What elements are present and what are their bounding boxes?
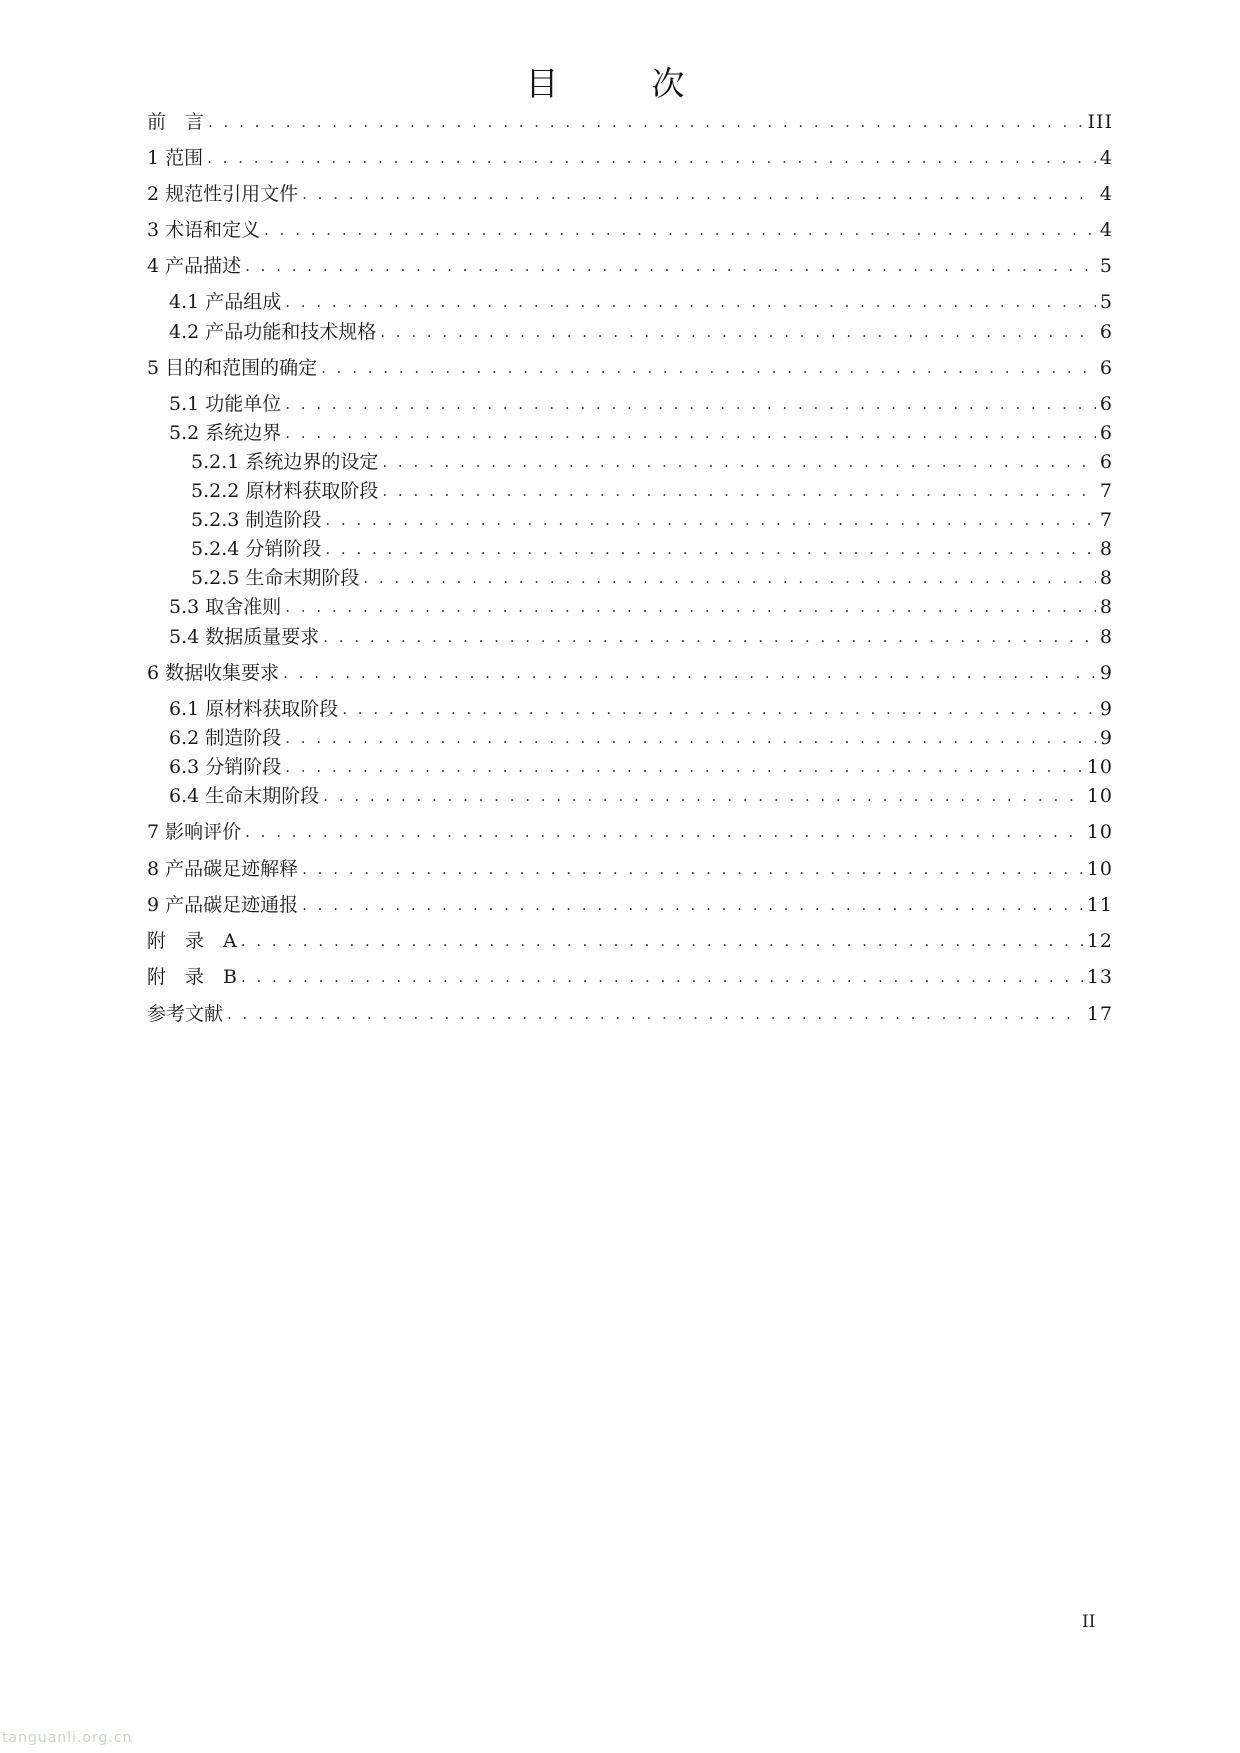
toc-entry[interactable] (147, 1001, 1113, 1027)
toc-entry[interactable] (191, 478, 1113, 504)
toc-leader-dots (363, 565, 1096, 591)
toc-leader-dots (302, 892, 1083, 918)
toc-entry-page: 9 (1099, 727, 1113, 749)
toc-entry-page: 11 (1086, 894, 1113, 916)
toc-entry-label: 5.2.3 制造阶段 (191, 509, 322, 531)
toc-entry-page: 7 (1099, 480, 1113, 502)
toc-entry[interactable] (169, 391, 1113, 417)
toc-leader-dots (245, 253, 1096, 279)
toc-entry[interactable] (147, 145, 1113, 171)
page-title: 目 次 (525, 64, 715, 103)
toc-leader-dots (302, 856, 1083, 882)
toc-entry-label: 4.1 产品组成 (169, 291, 282, 313)
toc-entry-label: 前 言 (147, 111, 205, 133)
toc-leader-dots (285, 289, 1096, 315)
toc-entry-label: 5.2.5 生命末期阶段 (191, 567, 360, 589)
toc-leader-dots (380, 319, 1096, 345)
watermark: tanguanli.org.cn (2, 1730, 133, 1746)
toc-entry[interactable] (147, 660, 1113, 686)
toc-entry-label: 附 录 B (147, 966, 237, 988)
toc-entry-label: 3 术语和定义 (147, 219, 261, 241)
toc-entry-page: 6 (1099, 357, 1113, 379)
toc-entry-page: 8 (1099, 538, 1113, 560)
toc-entry[interactable] (191, 507, 1113, 533)
toc-leader-dots (285, 391, 1096, 417)
toc-entry[interactable] (147, 819, 1113, 845)
toc-leader-dots (207, 145, 1096, 171)
toc-leader-dots (342, 696, 1096, 722)
toc-leader-dots (323, 783, 1083, 809)
toc-leader-dots (245, 819, 1083, 845)
toc-entry[interactable] (147, 856, 1113, 882)
toc-entry-page: 13 (1086, 966, 1113, 988)
footer-page-number: II (1082, 1612, 1096, 1632)
toc-leader-dots (302, 181, 1096, 207)
toc-entry[interactable] (169, 319, 1113, 345)
toc-entry-label: 6 数据收集要求 (147, 662, 280, 684)
toc-entry-label: 附 录 A (147, 930, 237, 952)
toc-leader-dots (323, 624, 1096, 650)
toc-entry-label: 5.2 系统边界 (169, 422, 282, 444)
toc-leader-dots (285, 594, 1096, 620)
toc-entry-label: 4 产品描述 (147, 255, 242, 277)
toc-entry-page: 12 (1086, 930, 1113, 952)
toc-entry[interactable] (169, 783, 1113, 809)
toc-entry-label: 1 范围 (147, 147, 204, 169)
toc-entry-page: 6 (1099, 393, 1113, 415)
toc-entry-page: 9 (1099, 698, 1113, 720)
toc-entry-page: 4 (1099, 147, 1113, 169)
toc-entry-page: 7 (1099, 509, 1113, 531)
toc-entry[interactable] (169, 754, 1113, 780)
toc-entry[interactable] (169, 594, 1113, 620)
toc-entry-page: 17 (1086, 1003, 1113, 1025)
toc-entry-label: 5 目的和范围的确定 (147, 357, 318, 379)
toc-leader-dots (382, 449, 1096, 475)
toc-entry-page: 4 (1099, 219, 1113, 241)
toc-entry[interactable] (147, 217, 1113, 243)
toc-leader-dots (325, 536, 1096, 562)
toc-entry-page: 6 (1099, 451, 1113, 473)
toc-entry-page: 5 (1099, 291, 1113, 313)
toc-entry[interactable] (147, 355, 1113, 381)
toc-entry[interactable] (191, 449, 1113, 475)
toc-entry-label: 5.3 取舍准则 (169, 596, 282, 618)
toc-leader-dots (382, 478, 1096, 504)
toc-leader-dots (283, 660, 1096, 686)
toc-leader-dots (285, 754, 1083, 780)
toc-entry-label: 2 规范性引用文件 (147, 183, 299, 205)
toc-entry[interactable] (191, 565, 1113, 591)
toc-entry-page: 6 (1099, 321, 1113, 343)
toc-entry-label: 9 产品碳足迹通报 (147, 894, 299, 916)
toc-leader-dots (227, 1001, 1083, 1027)
toc-entry-page: III (1087, 111, 1113, 133)
toc-entry-label: 5.2.2 原材料获取阶段 (191, 480, 379, 502)
toc-leader-dots (208, 109, 1083, 135)
toc-entry[interactable] (147, 928, 1113, 954)
toc-entry[interactable] (147, 181, 1113, 207)
toc-entry-page: 9 (1099, 662, 1113, 684)
toc-entry-label: 6.2 制造阶段 (169, 727, 282, 749)
toc-entry-label: 8 产品碳足迹解释 (147, 858, 299, 880)
toc-entry[interactable] (169, 289, 1113, 315)
toc-entry-page: 8 (1099, 596, 1113, 618)
toc-entry-label: 5.4 数据质量要求 (169, 626, 320, 648)
toc-entry-page: 10 (1086, 785, 1113, 807)
toc-entry-label: 6.1 原材料获取阶段 (169, 698, 339, 720)
toc-entry[interactable] (169, 725, 1113, 751)
toc-entry-page: 8 (1099, 626, 1113, 648)
toc-entry-page: 10 (1086, 858, 1113, 880)
toc-leader-dots (241, 928, 1083, 954)
toc-entry-label: 5.1 功能单位 (169, 393, 282, 415)
toc-entry[interactable] (147, 964, 1113, 990)
toc-entry-label: 6.4 生命末期阶段 (169, 785, 320, 807)
toc-leader-dots (285, 725, 1096, 751)
toc-entry[interactable] (191, 536, 1113, 562)
toc-leader-dots (241, 964, 1083, 990)
toc-entry-page: 4 (1099, 183, 1113, 205)
toc-entry-page: 5 (1099, 255, 1113, 277)
toc-entry[interactable] (147, 892, 1113, 918)
toc-entry-label: 参考文献 (147, 1003, 224, 1025)
toc-entry-page: 6 (1099, 422, 1113, 444)
toc-entry-label: 7 影响评价 (147, 821, 242, 843)
toc-entry-page: 10 (1086, 756, 1113, 778)
toc-entry-label: 5.2.1 系统边界的设定 (191, 451, 379, 473)
toc-leader-dots (325, 507, 1096, 533)
toc-entry[interactable] (147, 253, 1113, 279)
toc-entry[interactable] (169, 696, 1113, 722)
toc-entry-label: 4.2 产品功能和技术规格 (169, 321, 377, 343)
toc-entry-page: 10 (1086, 821, 1113, 843)
toc-entry[interactable] (169, 624, 1113, 650)
toc-entry[interactable] (147, 109, 1113, 135)
toc-entry-page: 8 (1099, 567, 1113, 589)
toc-entry-label: 6.3 分销阶段 (169, 756, 282, 778)
toc-leader-dots (264, 217, 1096, 243)
toc-entry[interactable] (169, 420, 1113, 446)
toc-entry-label: 5.2.4 分销阶段 (191, 538, 322, 560)
toc-leader-dots (285, 420, 1096, 446)
toc-leader-dots (321, 355, 1096, 381)
